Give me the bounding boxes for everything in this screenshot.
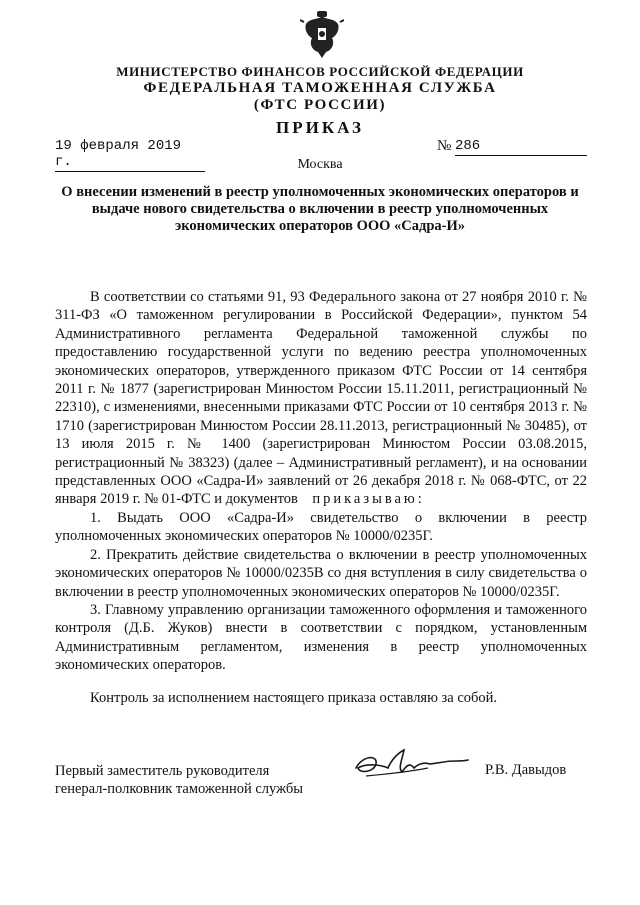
preamble: [55, 288, 587, 509]
number-sign: №: [437, 138, 452, 154]
item-1: 1. Выдать ООО «Садра-И» свидетельство о включении в реестр уполномоченных экономических операторов № 10000/0235Г.: [55, 509, 587, 545]
item-2: 2. Прекратить действие свидетельства о включении в реестр уполномоченных экономических операторов № 10000/0235В со дня вступления в силу свидетельства о включении в реестр уполномоченных экономических операторов № 10000/0235Г.: [55, 546, 587, 600]
order-number: 286: [455, 138, 587, 156]
order-date: 19 февраля 2019 г.: [55, 138, 205, 172]
signer-position-line2: генерал-полковник таможенной службы: [55, 781, 304, 797]
preamble-text: В соответствии со статьями 91, 93 Федерального закона от 27 ноября 2010 г. № 311-ФЗ «О таможенном регулировании в Российской Федерации», пунктом 54 Административного регламента Федеральной таможенной службы по предоставлению государственной услуги по ведению реестра уполномоченных экономических операторов, утвержденного приказом ФТС России от 14 сентября 2011 г. № 1877 (зарегистрирован Минюстом России 15.11.2011, регистрационный № 22310), с изменениями, внесенными приказами ФТС России от 10 сентября 2013 г. № 1710 (зарегистрирован Минюстом России 28.11.2013, регистрационный № 30485), от 13 июля 2015 г. № 1400 (зарегистрирован Минюстом России 03.08.2015, регистрационный № 38323) (далее – Административный регламент), и на основании представленных ООО «Садра-И» заявлений от 26 декабря 2018 г. № 068-ФТС, от 22 января 2019 г. № 01-ФТС и документов: [55, 289, 587, 508]
service-name-line1: ФЕДЕРАЛЬНАЯ ТАМОЖЕННАЯ СЛУЖБА: [143, 80, 497, 96]
signer-position: [55, 762, 303, 798]
signer-position-line1: Первый заместитель руководителя: [55, 763, 270, 779]
service-name: [0, 80, 640, 114]
item-3: 3. Главному управлению организации таможенного оформления и таможенного контроля (Д.Б. Жуков) внести в соответствии с порядком, установленным Административным регламентом, изменения в реестр уполномоченных экономических операторов.: [55, 601, 587, 674]
handwritten-signature-icon: [348, 738, 478, 788]
ministry-name: МИНИСТЕРСТВО ФИНАНСОВ РОССИЙСКОЙ ФЕДЕРАЦИИ: [116, 64, 524, 79]
double-headed-eagle-emblem-icon: [300, 10, 344, 60]
order-body: [55, 288, 587, 675]
document-type: ПРИКАЗ: [276, 118, 364, 137]
city: Москва: [297, 157, 343, 172]
order-title: О внесении изменений в реестр уполномоченных экономических операторов и выдаче нового свидетельства о включении в реестр уполномоченных экономических операторов ООО «Садра-И»: [61, 184, 579, 234]
order-word: приказываю:: [312, 491, 425, 508]
control-clause: Контроль за исполнением настоящего приказа оставляю за собой.: [90, 690, 498, 706]
signer-name: Р.В. Давыдов: [485, 762, 567, 778]
service-name-line2: (ФТС РОССИИ): [253, 97, 387, 113]
